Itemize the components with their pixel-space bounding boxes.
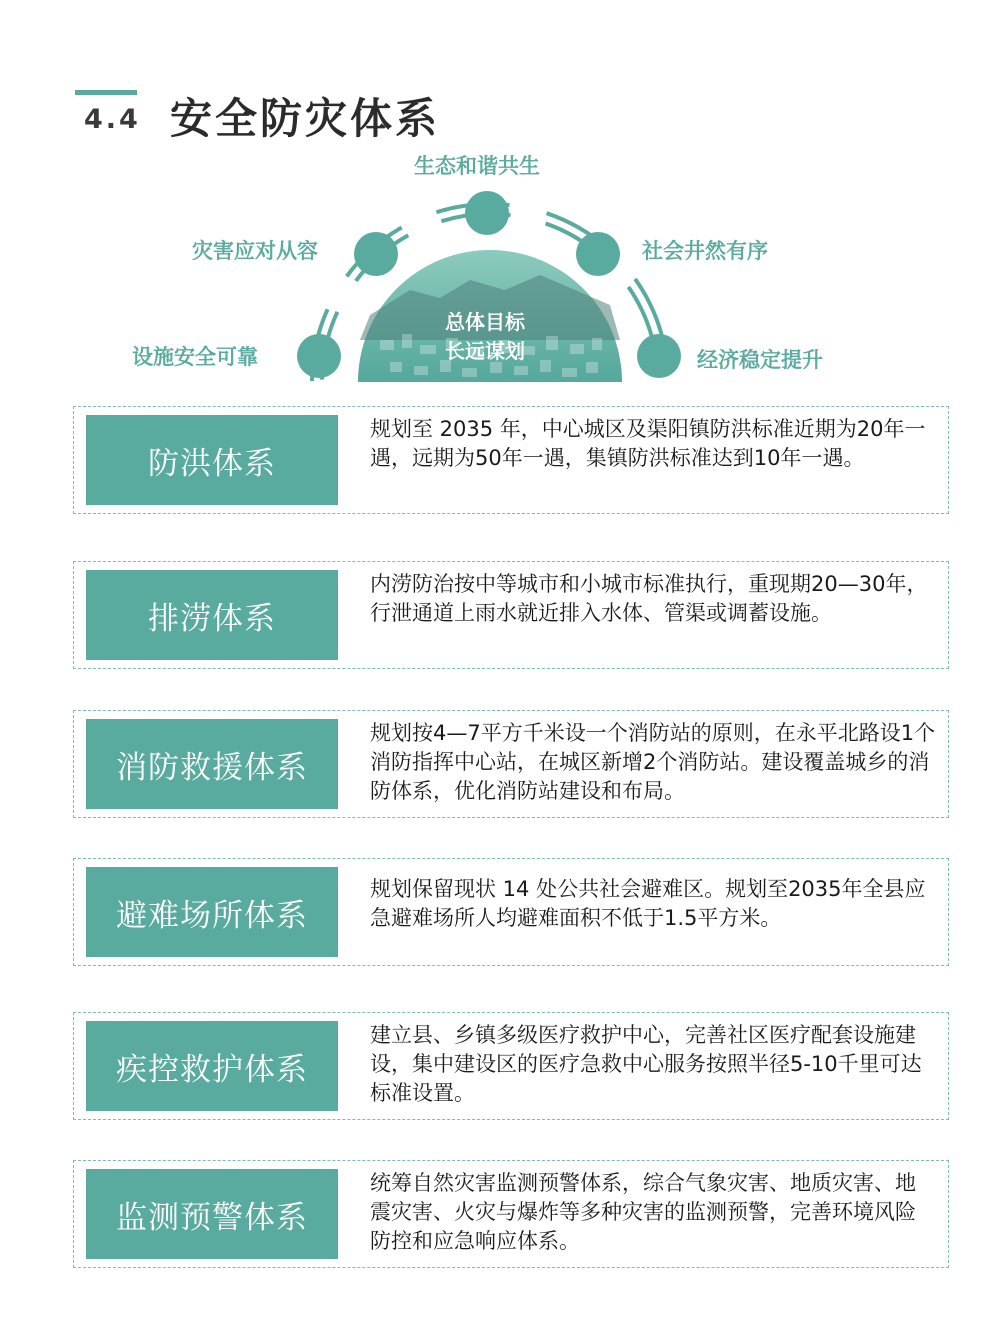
page-title: 安全防灾体系 xyxy=(170,94,441,143)
system-description: 统筹自然灾害监测预警体系，综合气象灾害、地质灾害、地震灾害、火灾与爆炸等多种灾害的监测预警，完善环境风险防控和应急响应体系。 xyxy=(370,1171,916,1253)
goal-label-facility: 设施安全可靠 xyxy=(132,345,258,369)
system-description: 规划至 2035 年，中心城区及渠阳镇防洪标准近期为20年一遇，远期为50年一遇，集镇防洪标准达到10年一遇。 xyxy=(370,417,926,470)
system-name: 避难场所体系 xyxy=(86,867,338,957)
center-line-1: 总体目标 xyxy=(445,310,525,334)
system-name: 监测预警体系 xyxy=(86,1169,338,1259)
system-description: 建立县、乡镇多级医疗救护中心，完善社区医疗配套设施建设，集中建设区的医疗急救中心服务按照半径5-10千里可达标准设置。 xyxy=(370,1023,922,1105)
goal-node-ecology xyxy=(465,191,509,235)
system-row-warning xyxy=(73,1160,949,1268)
goals-diagram xyxy=(0,140,1008,390)
system-name: 防洪体系 xyxy=(86,415,338,505)
goal-node-facility xyxy=(297,334,341,378)
goal-label-society: 社会井然有序 xyxy=(642,239,768,263)
system-description: 规划按4—7平方千米设一个消防站的原则，在永平北路设1个消防指挥中心站，在城区新增2个消防站。建设覆盖城乡的消防体系，优化消防站建设和布局。 xyxy=(370,721,936,803)
center-line-2: 长远谋划 xyxy=(445,339,525,363)
section-number: 4.4 xyxy=(84,104,141,135)
goal-label-ecology: 生态和谐共生 xyxy=(414,154,540,178)
system-row-fire xyxy=(73,710,949,818)
goal-label-disaster: 灾害应对从容 xyxy=(192,239,318,263)
goal-node-disaster xyxy=(354,232,398,276)
goal-node-economy xyxy=(637,334,681,378)
system-description: 规划保留现状 14 处公共社会避难区。规划至2035年全县应急避难场所人均避难面积不低于1.5平方米。 xyxy=(370,877,926,930)
header-accent-bar xyxy=(75,90,137,95)
system-name: 消防救援体系 xyxy=(86,719,338,809)
goal-node-society xyxy=(576,232,620,276)
system-row-medical xyxy=(73,1012,949,1120)
center-goal-text xyxy=(420,308,550,366)
system-name: 疾控救护体系 xyxy=(86,1021,338,1111)
goal-label-economy: 经济稳定提升 xyxy=(697,348,823,372)
system-description: 内涝防治按中等城市和小城市标准执行，重现期20—30年，行泄通道上雨水就近排入水体、管渠或调蓄设施。 xyxy=(370,572,928,625)
system-row-flood xyxy=(73,406,949,514)
system-row-shelter xyxy=(73,858,949,966)
system-name: 排涝体系 xyxy=(86,570,338,660)
system-row-drainage xyxy=(73,561,949,669)
